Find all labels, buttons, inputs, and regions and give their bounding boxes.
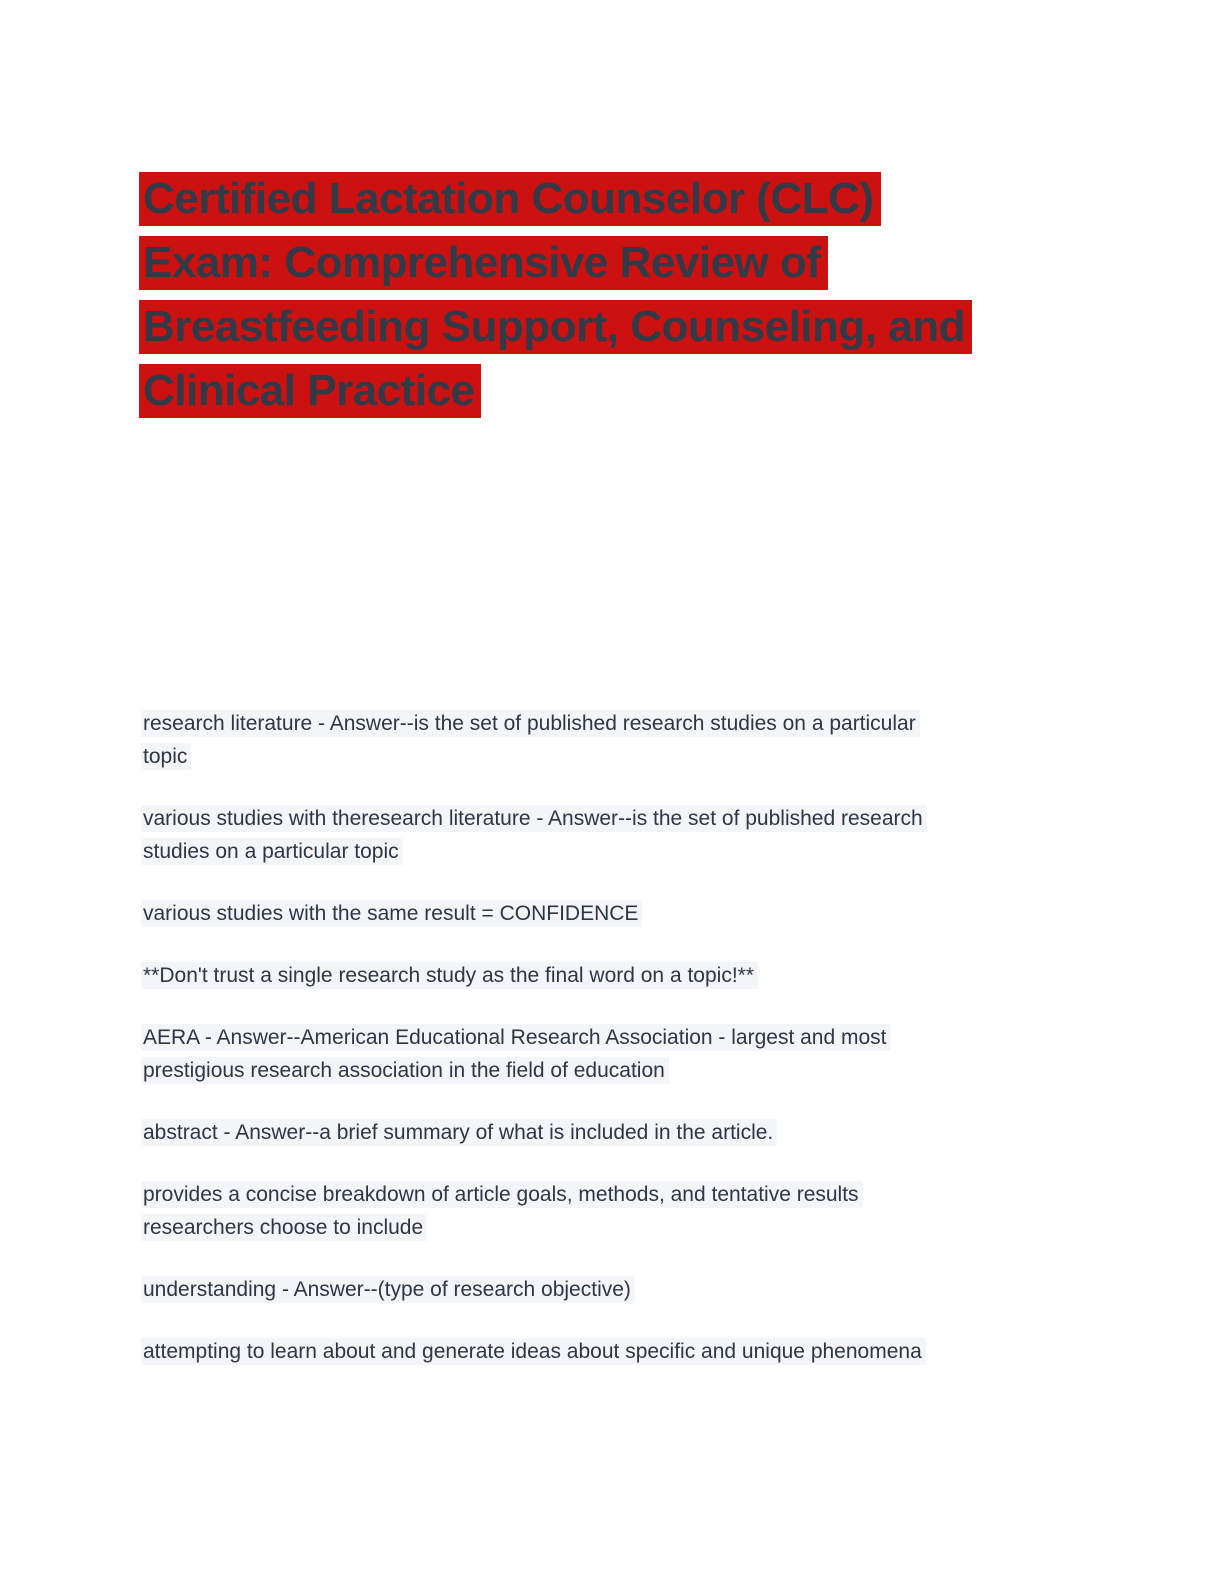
paragraph-attempting-to-learn <box>143 1335 1153 1368</box>
paragraph-concise-breakdown <box>143 1178 1153 1244</box>
document-body <box>143 707 1153 1397</box>
document-title <box>143 167 1143 423</box>
paragraph-line: AERA - Answer--American Educational Research Association - largest and most <box>141 1024 891 1051</box>
paragraph-line: **Don't trust a single research study as the final word on a topic!** <box>141 962 758 989</box>
paragraph-abstract <box>143 1116 1153 1149</box>
paragraph-aera <box>143 1021 1153 1087</box>
paragraph-dont-trust-single-study <box>143 959 1153 992</box>
title-line: Breastfeeding Support, Counseling, and <box>139 300 972 354</box>
paragraph-line: abstract - Answer--a brief summary of what is included in the article. <box>141 1119 777 1146</box>
paragraph-line: provides a concise breakdown of article goals, methods, and tentative results <box>141 1181 863 1208</box>
paragraph-line: research literature - Answer--is the set of published research studies on a particular <box>141 710 920 737</box>
title-line: Certified Lactation Counselor (CLC) <box>139 172 881 226</box>
paragraph-line: various studies with theresearch literature - Answer--is the set of published research <box>141 805 927 832</box>
paragraph-research-literature <box>143 707 1153 773</box>
paragraph-confidence <box>143 897 1153 930</box>
paragraph-line: topic <box>141 743 191 770</box>
paragraph-various-studies-with-the <box>143 802 1153 868</box>
paragraph-line: various studies with the same result = CONFIDENCE <box>141 900 642 927</box>
paragraph-line: prestigious research association in the field of education <box>141 1057 669 1084</box>
paragraph-line: understanding - Answer--(type of research objective) <box>141 1276 635 1303</box>
title-line: Clinical Practice <box>139 364 481 418</box>
paragraph-line: attempting to learn about and generate ideas about specific and unique phenomena <box>141 1338 926 1365</box>
paragraph-understanding <box>143 1273 1153 1306</box>
title-line: Exam: Comprehensive Review of <box>139 236 828 290</box>
paragraph-line: studies on a particular topic <box>141 838 403 865</box>
paragraph-line: researchers choose to include <box>141 1214 427 1241</box>
